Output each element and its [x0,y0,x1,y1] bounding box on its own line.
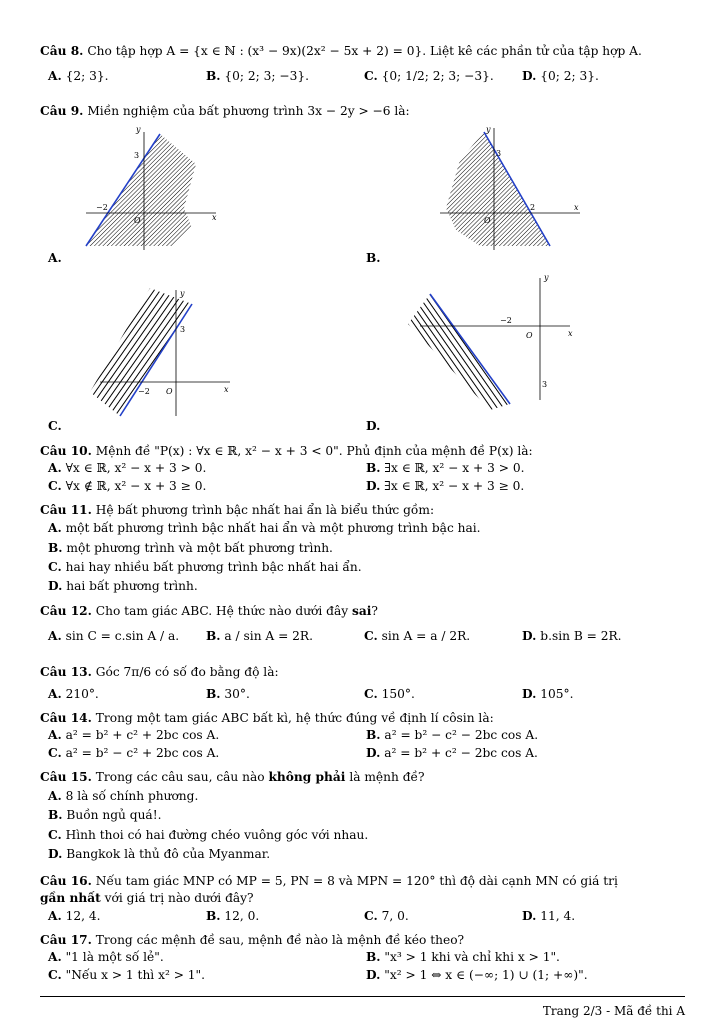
svg-text:x: x [574,203,579,212]
option-d[interactable]: D. b.sin B = 2R. [522,629,622,643]
option-a[interactable]: A. 12, 4. [48,909,101,923]
option-c[interactable]: C. 150°. [364,687,415,701]
option-c[interactable]: C. {0; 1/2; 2; 3; −3}. [364,69,494,83]
question-stem: Góc 7π/6 có số đo bằng độ là: [95,665,279,679]
svg-text:O: O [134,216,141,225]
question-stem: Trong các câu sau, câu nào [95,770,269,784]
shaded-region [86,134,196,246]
question-number: Câu 15. [40,770,92,784]
option-d[interactable]: D. Bangkok là thủ đô của Myanmar. [48,847,271,861]
svg-text:−2: −2 [500,316,512,325]
option-a[interactable]: A. a² = b² + c² + 2bc cos A. [48,728,220,742]
question-number: Câu 12. [40,604,92,618]
svg-text:−2: −2 [96,203,108,212]
option-b[interactable]: B. một phương trình và một bất phương trình. [48,541,333,555]
option-d[interactable]: D. ∃x ∈ ℝ, x² − x + 3 ≥ 0. [366,479,525,493]
svg-text:O: O [484,216,491,225]
svg-text:x: x [224,385,229,394]
option-a[interactable]: A. một bất phương trình bậc nhất hai ẩn và một phương trình bậc hai. [48,521,481,535]
option-d[interactable]: D. a² = b² + c² − 2bc cos A. [366,746,538,760]
option-b[interactable]: B. "x³ > 1 khi và chỉ khi x > 1". [366,950,560,964]
svg-text:x: x [568,329,573,338]
graph-option-c[interactable] [80,282,250,422]
option-b[interactable]: B. Buồn ngủ quá!. [48,808,162,822]
shaded-region [408,294,510,410]
question-number: Câu 8. [40,44,84,58]
option-c[interactable]: C. a² = b² − c² + 2bc cos A. [48,746,220,760]
question-stem: Trong các mệnh đề sau, mệnh đề nào là mệnh đề kéo theo? [95,933,465,947]
option-a[interactable]: A. ∀x ∈ ℝ, x² − x + 3 > 0. [48,461,207,475]
option-b[interactable]: B. a² = b² − c² − 2bc cos A. [366,728,539,742]
option-d[interactable]: D. 105°. [522,687,574,701]
question-stem-emphasis: không phải [268,770,346,784]
graph-option-a[interactable] [46,120,256,268]
svg-text:2: 2 [530,203,536,212]
svg-text:O: O [526,331,533,340]
svg-text:3: 3 [496,149,502,158]
svg-text:3: 3 [180,325,186,334]
svg-text:y: y [136,125,141,134]
option-b[interactable]: B. 30°. [206,687,250,701]
option-b[interactable]: B. a / sin A = 2R. [206,629,313,643]
question-number: Câu 11. [40,503,92,517]
page-footer: Trang 2/3 - Mã đề thi A [542,1004,685,1018]
option-a[interactable]: A. sin C = c.sin A / a. [48,629,180,643]
option-c[interactable]: C. "Nếu x > 1 thì x² > 1". [48,968,206,982]
question-number: Câu 10. [40,444,92,458]
option-c[interactable]: C. 7, 0. [364,909,409,923]
question-stem-emphasis: sai [351,604,372,618]
shaded-region [90,288,192,416]
question-stem: Cho tam giác ABC. Hệ thức nào dưới đây [95,604,352,618]
footer-rule [40,996,685,997]
graph-option-b[interactable] [400,120,600,268]
option-a[interactable]: A. {2; 3}. [48,69,109,83]
option-c[interactable]: C. sin A = a / 2R. [364,629,471,643]
svg-text:3: 3 [542,380,548,389]
option-d[interactable]: D. 11, 4. [522,909,576,923]
option-c-label[interactable]: C. [48,419,62,433]
svg-text:3: 3 [134,151,140,160]
question-stem: Cho tập hợp A = {x ∈ ℕ : (x³ − 9x)(2x² − 5x + 2) = 0}. Liệt kê các phần tử của tập hợp A. [87,44,642,58]
graph-option-d[interactable] [400,270,580,418]
option-d[interactable]: D. "x² > 1 ⇔ x ∈ (−∞; 1) ∪ (1; +∞)". [366,968,588,982]
question-stem: Hệ bất phương trình bậc nhất hai ẩn là biểu thức gồm: [95,503,435,517]
question-stem-emphasis: gần nhất [40,891,101,905]
svg-text:y: y [180,289,185,298]
svg-text:y: y [486,125,491,134]
question-number: Câu 9. [40,104,84,118]
option-a[interactable]: A. "1 là một số lẻ". [48,950,164,964]
question-stem: Trong một tam giác ABC bất kì, hệ thức đúng về định lí côsin là: [95,711,494,725]
question-stem: Mệnh đề "P(x) : ∀x ∈ ℝ, x² − x + 3 < 0". Phủ định của mệnh đề P(x) là: [95,444,533,458]
option-d[interactable]: D. hai bất phương trình. [48,579,198,593]
option-d[interactable]: D. {0; 2; 3}. [522,69,599,83]
svg-text:O: O [166,387,173,396]
question-stem: Nếu tam giác MNP có MP = 5, PN = 8 và MPN = 120° thì độ dài cạnh MN có giá trị [95,874,618,888]
option-a-label[interactable]: A. [48,251,62,265]
option-b[interactable]: B. 12, 0. [206,909,260,923]
option-a[interactable]: A. 210°. [48,687,99,701]
question-number: Câu 13. [40,665,92,679]
option-b-label[interactable]: B. [366,251,381,265]
option-c[interactable]: C. hai hay nhiều bất phương trình bậc nhất hai ẩn. [48,560,362,574]
option-c[interactable]: C. Hình thoi có hai đường chéo vuông góc với nhau. [48,828,369,842]
svg-text:y: y [544,273,549,282]
option-d-label[interactable]: D. [366,419,381,433]
option-b[interactable]: B. {0; 2; 3; −3}. [206,69,309,83]
option-b[interactable]: B. ∃x ∈ ℝ, x² − x + 3 > 0. [366,461,525,475]
option-c[interactable]: C. ∀x ∉ ℝ, x² − x + 3 ≥ 0. [48,479,207,493]
question-number: Câu 16. [40,874,92,888]
option-a[interactable]: A. 8 là số chính phương. [48,789,199,803]
question-number: Câu 17. [40,933,92,947]
svg-text:x: x [212,213,217,222]
svg-text:−2: −2 [138,387,150,396]
question-number: Câu 14. [40,711,92,725]
question-stem: Miền nghiệm của bất phương trình 3x − 2y > −6 là: [87,104,410,118]
